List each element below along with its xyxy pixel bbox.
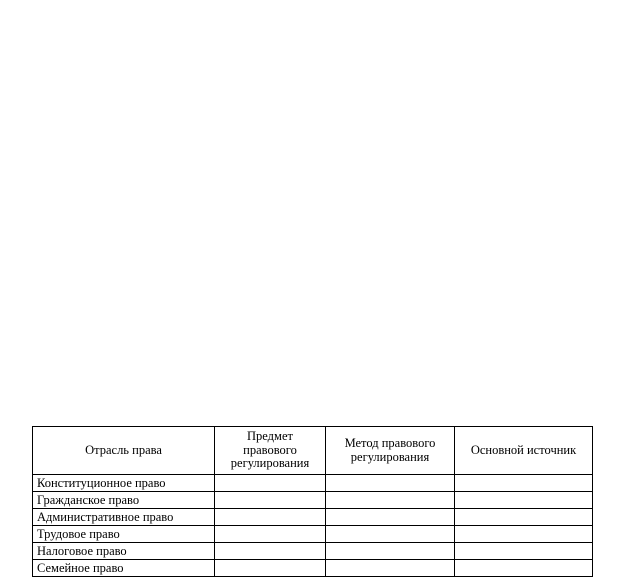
header-source: Основной источник [455, 427, 593, 475]
table-row [33, 543, 593, 560]
subject-cell [215, 560, 326, 577]
method-cell [326, 475, 455, 492]
table-row [33, 560, 593, 577]
subject-cell [215, 526, 326, 543]
source-cell [455, 475, 593, 492]
source-cell [455, 492, 593, 509]
header-method: Метод правового регулирования [326, 427, 455, 475]
branch-cell: Налоговое право [33, 543, 215, 560]
method-cell [326, 543, 455, 560]
branch-cell: Конституционное право [33, 475, 215, 492]
source-cell [455, 526, 593, 543]
subject-cell [215, 492, 326, 509]
branch-cell: Административное право [33, 509, 215, 526]
source-cell [455, 560, 593, 577]
table-row [33, 475, 593, 492]
method-cell [326, 526, 455, 543]
method-cell [326, 509, 455, 526]
subject-cell [215, 543, 326, 560]
subject-cell [215, 475, 326, 492]
source-cell [455, 509, 593, 526]
method-cell [326, 492, 455, 509]
table-header-row [33, 427, 593, 475]
branch-cell: Трудовое право [33, 526, 215, 543]
method-cell [326, 560, 455, 577]
header-subject: Предмет правового регулирования [215, 427, 326, 475]
law-branches-table [32, 426, 593, 577]
source-cell [455, 543, 593, 560]
subject-cell [215, 509, 326, 526]
table-row [33, 492, 593, 509]
header-branch: Отрасль права [33, 427, 215, 475]
branch-cell: Семейное право [33, 560, 215, 577]
table-row [33, 509, 593, 526]
table-row [33, 526, 593, 543]
branch-cell: Гражданское право [33, 492, 215, 509]
